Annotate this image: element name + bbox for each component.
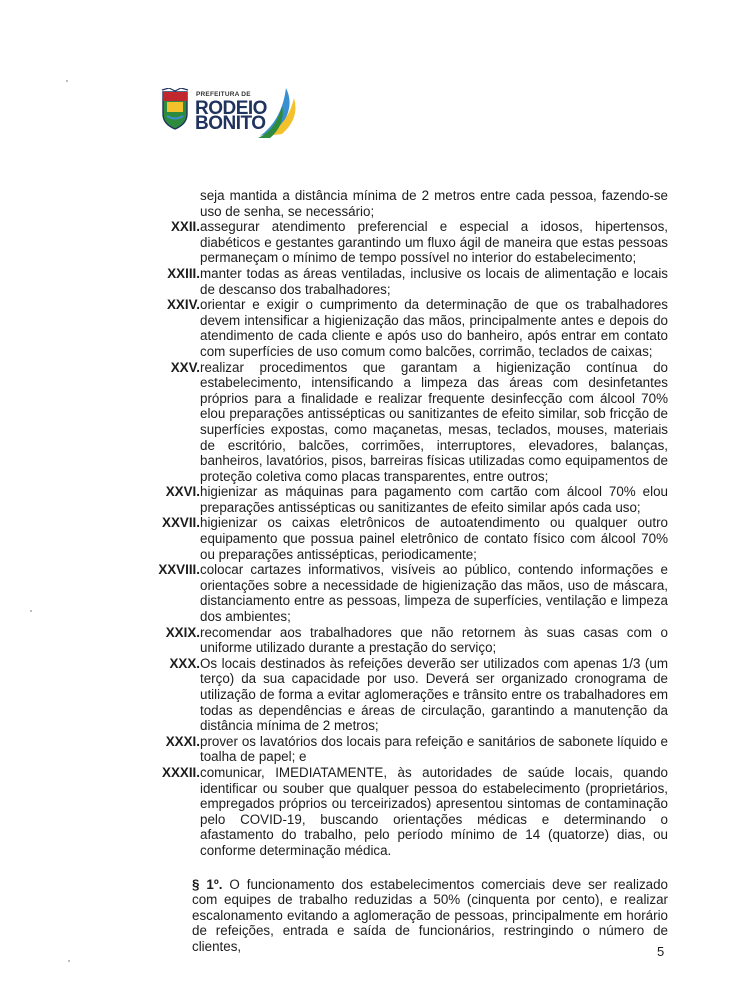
item-number: XXXII. (162, 764, 200, 780)
item-number: XXII. (170, 219, 200, 235)
item-text: colocar cartazes informativos, visíveis ao público, contendo informações e orientações sobre a necessidade de higienização das mãos, uso de máscara, distanciamento entre as pessoas, limpeza de superfícies, ventilação e limpeza dos ambientes; (200, 562, 668, 625)
item-text: assegurar atendimento preferencial e especial a idosos, hipertensos, diabéticos e gestantes garantindo um fluxo ágil de maneira que estas pessoas permaneçam o mínimo de tempo possível no interior do estabelecimento; (200, 219, 668, 266)
item-number: XXXI. (165, 733, 200, 749)
logo-text-line-2: BONITO (195, 113, 266, 134)
list-item (160, 266, 668, 297)
list-item (160, 734, 668, 765)
item-number: XXVI. (165, 484, 200, 500)
logo-text-line-1: RODEIO (195, 98, 267, 119)
item-number: XXX. (169, 655, 200, 671)
item-text: recomendar aos trabalhadores que não retornem às suas casas com o uniforme utilizado durante a prestação do serviço; (200, 624, 668, 656)
list-item (160, 484, 668, 515)
list-item (160, 297, 668, 359)
intro-continuation: seja mantida a distância mínima de 2 metros entre cada pessoa, fazendo-se uso de senha, se necessário; (200, 188, 668, 219)
scan-speck (66, 80, 68, 82)
item-number: XXVII. (162, 515, 200, 531)
list-item (160, 625, 668, 656)
list-item (160, 656, 668, 734)
paragraph-1 (160, 877, 668, 955)
item-number: XXIII. (167, 265, 200, 281)
item-text: Os locais destinados às refeições deverão ser utilizados com apenas 1/3 (um terço) da sua capacidade por uso. Deverá ser organizado cronograma de utilização de forma a evitar aglomerações e trânsito entre os trabalhadores em todas as dependências e áreas de circulação, garantindo a manutenção da distância mínima de 2 metros; (200, 655, 668, 734)
paragraph-text: O funcionamento dos estabelecimentos comerciais deve ser realizado com equipes de trabalho reduzidas a 50% (cinquenta por cento), e realizar escalonamento evitando a aglomeração de pessoas, principalmente em horário de refeições, entrada e saída de funcionários, restringindo o número de clientes, (192, 876, 668, 954)
list-item (160, 515, 668, 562)
scan-speck (30, 610, 32, 612)
item-text: orientar e exigir o cumprimento da determinação de que os trabalhadores devem intensificar a higienização das mãos, principalmente antes e depois do atendimento de cada cliente e após uso do banheiro, após entrar em contato com superfícies de uso comum como balcões, corrimão, teclados de caixas; (200, 297, 668, 359)
item-text: comunicar, IMEDIATAMENTE, às autoridades de saúde locais, quando identificar ou souber que qualquer pessoa do estabelecimento (proprietários, empregados próprios ou terceirizados) apresentou sintomas de contaminação pelo COVID-19, buscando orientações médicas e determinando o afastamento do trabalho, pelo período mínimo de 14 (quatorze) dias, ou conforme determinação médica. (200, 764, 668, 858)
item-text: prover os lavatórios dos locais para refeição e sanitários de sabonete líquido e toalha de papel; e (200, 733, 668, 765)
page-number: 5 (657, 944, 665, 959)
item-number: XXIV. (166, 297, 200, 313)
logo-small-text: PREFEITURA DE (196, 91, 251, 98)
item-text: manter todas as áreas ventiladas, inclusive os locais de alimentação e locais de descanso dos trabalhadores; (200, 265, 668, 297)
list-item (160, 765, 668, 859)
item-number: XXIX. (165, 624, 200, 640)
paragraph-label: § 1º. (192, 876, 223, 892)
item-text: higienizar os caixas eletrônicos de autoatendimento ou qualquer outro equipamento que possua painel eletrônico de contato físico com álcool 70% ou preparações antissépticas, periodicamente; (200, 515, 668, 562)
item-number: XXV. (170, 359, 200, 375)
list-item (160, 219, 668, 266)
coat-of-arms-icon (160, 88, 190, 130)
item-number: XXVIII. (158, 562, 200, 578)
list-item (160, 562, 668, 624)
prefeitura-logo (160, 84, 300, 140)
scan-speck (68, 960, 70, 962)
item-text: realizar procedimentos que garantam a higienização contínua do estabelecimento, intensificando a limpeza das áreas com desinfetantes próprios para a finalidade e realizar frequente desinfecção com álcool 70% elou preparações antissépticas ou sanitizantes de efeito similar, sob fricção de superfícies expostas, como maçanetas, mesas, teclados, mouses, materiais de escritório, balcões, corrimões, interruptores, elevadores, balanças, banheiros, lavatórios, pisos, barreiras físicas utilizadas como equipamentos de proteção coletiva como placas transparentes, entre outros; (200, 359, 668, 484)
item-text: higienizar as máquinas para pagamento com cartão com álcool 70% elou preparações antissépticas ou sanitizantes de efeito similar após cada uso; (200, 484, 668, 515)
document-body (160, 188, 668, 955)
logo-swoosh-icon (256, 84, 300, 140)
list-item (160, 360, 668, 485)
